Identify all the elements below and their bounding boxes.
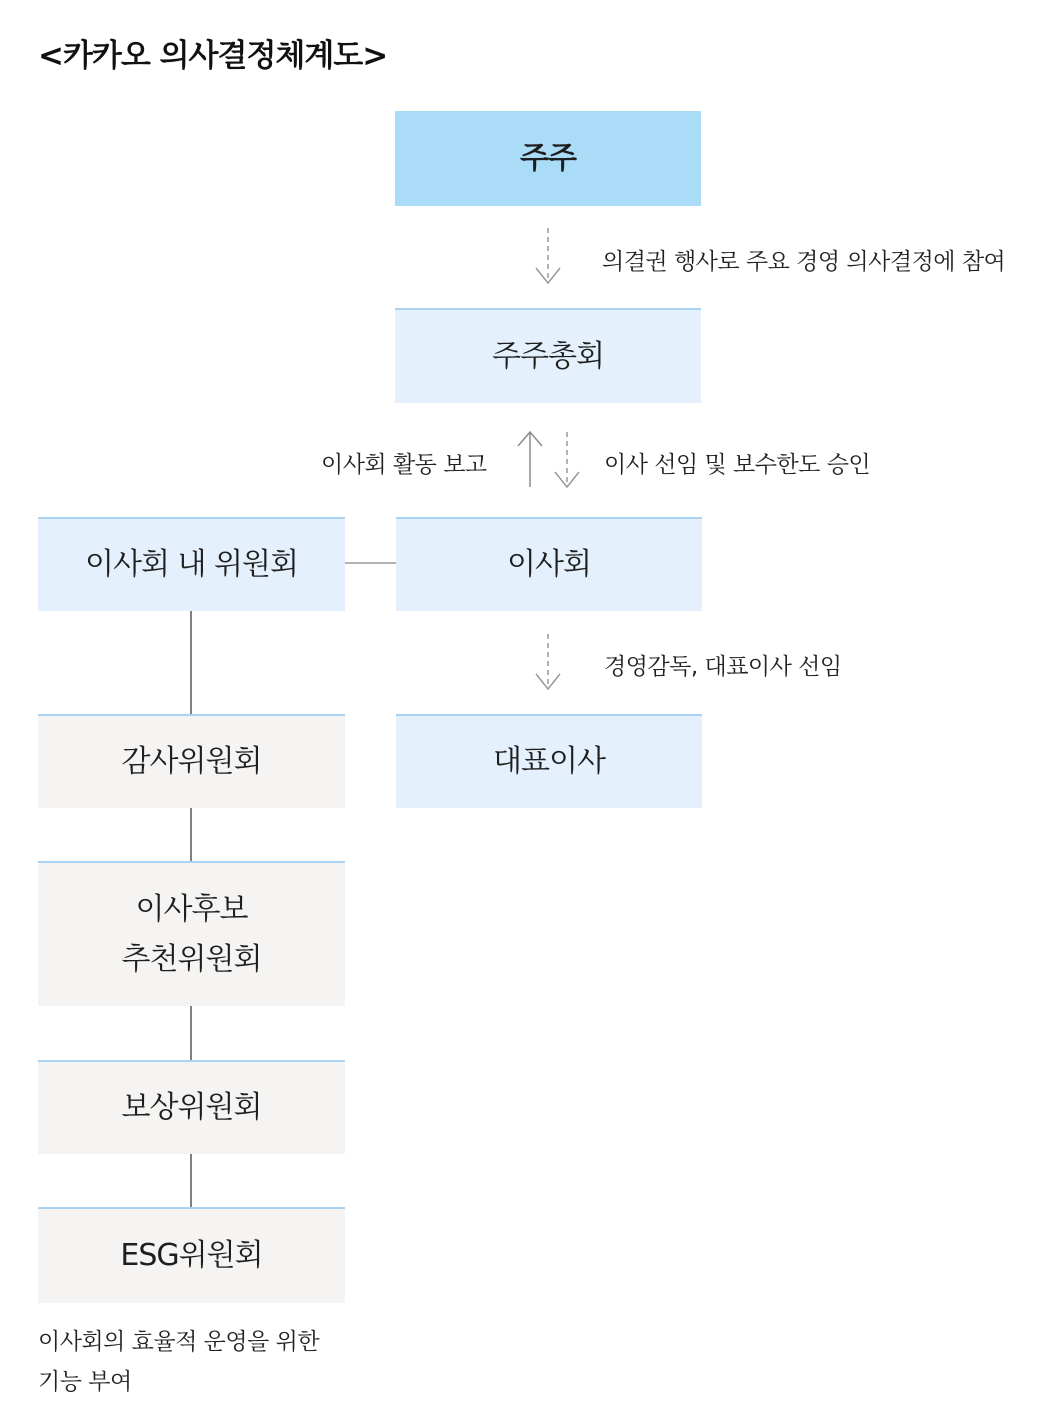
node-board (396, 517, 702, 611)
node-nomination-committee-line2: 추천위원회 (121, 941, 262, 977)
label-board-report: 이사회 활동 보고 (321, 452, 487, 478)
committee-note-line1: 이사회의 효율적 운영을 위한 (38, 1329, 320, 1355)
node-board-committees (38, 517, 345, 611)
arrow-board-to-meeting (518, 432, 542, 487)
committee-note (38, 1322, 358, 1402)
node-ceo-label: 대표이사 (493, 744, 605, 780)
node-shareholders (395, 111, 701, 206)
node-nomination-committee (38, 861, 345, 1006)
node-compensation-committee-label: 보상위원회 (121, 1090, 262, 1126)
node-compensation-committee (38, 1060, 345, 1154)
node-board-committees-label: 이사회 내 위원회 (85, 547, 298, 583)
node-audit-committee (38, 714, 345, 808)
node-esg-committee-label: ESG위원회 (120, 1238, 263, 1274)
node-shareholders-label: 주주 (520, 140, 576, 176)
arrow-board-to-ceo (536, 634, 560, 689)
node-ceo (396, 714, 702, 808)
page-title: <카카오 의사결정체계도> (38, 38, 388, 74)
node-board-label: 이사회 (507, 547, 591, 583)
node-nomination-committee-line1: 이사후보 (135, 892, 248, 927)
node-general-meeting-label: 주주총회 (492, 338, 604, 374)
node-esg-committee (38, 1207, 345, 1303)
committee-note-line2: 기능 부여 (38, 1369, 132, 1395)
label-director-approval: 이사 선임 및 보수한도 승인 (604, 452, 871, 478)
label-supervision: 경영감독, 대표이사 선임 (604, 654, 842, 680)
node-audit-committee-label: 감사위원회 (121, 744, 262, 780)
label-voting-rights: 의결권 행사로 주요 경영 의사결정에 참여 (602, 249, 1006, 275)
arrow-meeting-to-board (555, 432, 579, 487)
node-general-meeting (395, 308, 701, 403)
arrow-shareholders-to-meeting (536, 228, 560, 283)
